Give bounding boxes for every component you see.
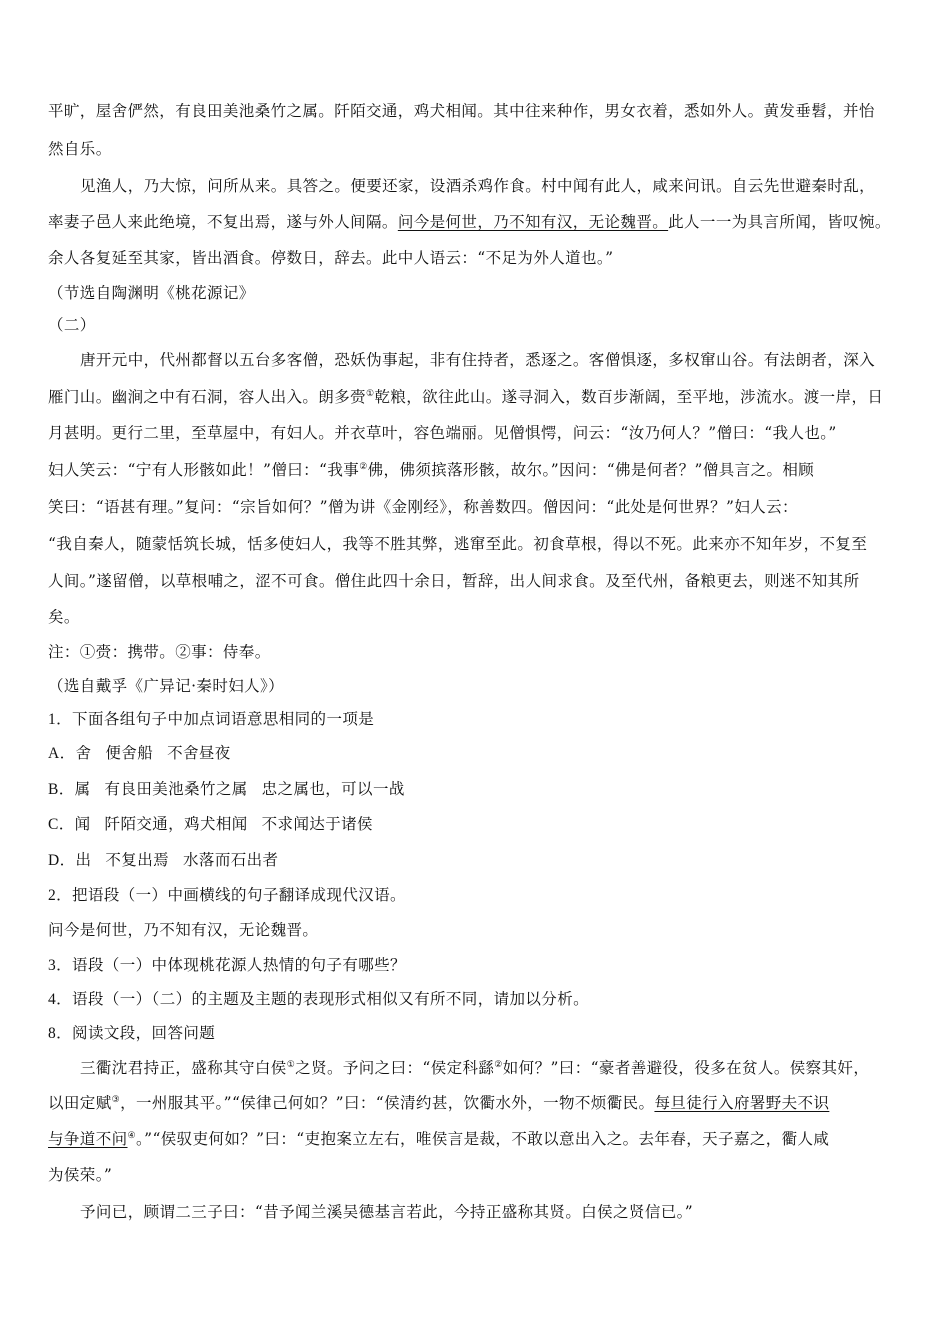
section8-text: 。”“侯驭吏何如？”曰：“吏抱案立左右，唯侯言是裁，不敢以意出入之。去年春，天子嘉之，衢人咸 bbox=[135, 1130, 830, 1148]
passage2-text: 佛，佛须摈落形骸，故尔。”因问：“佛是何者？”僧具言之。相顾 bbox=[367, 461, 815, 479]
underlined-sentence: 问今是何世，乃不知有汉，无论魏晋。 bbox=[397, 213, 669, 231]
footnote-marker: ② bbox=[494, 1059, 503, 1070]
footnote-marker: ① bbox=[286, 1059, 296, 1070]
passage2-line: 唐开元中，代州都督以五台多客僧，恐妖伪事起，非有住持者，悉逐之。客僧惧逐，多权窜山谷。有法朗者，深入 bbox=[80, 351, 876, 369]
section8-line bbox=[48, 1093, 908, 1115]
passage2-text: 妇人笑云：“宁有人形骸如此！”僧曰：“我事 bbox=[48, 461, 360, 479]
question-3: 3．语段（一）中体现桃花源人热情的句子有哪些？ bbox=[48, 957, 406, 974]
section8-line bbox=[80, 1058, 908, 1080]
passage2-line bbox=[48, 460, 908, 482]
passage1-line: 余人各复延至其家，皆出酒食。停数日，辞去。此中人语云：“不足为外人道也。” bbox=[48, 249, 614, 267]
question-1: 1．下面各组句子中加点词语意思相同的一项是 bbox=[48, 711, 375, 728]
footnote-marker: ③ bbox=[111, 1094, 121, 1105]
passage1-text: 率妻子邑人来此绝境，不复出焉，遂与外人间隔。 bbox=[48, 213, 398, 231]
footnote-marker: ① bbox=[366, 388, 375, 399]
passage2-line bbox=[48, 387, 908, 409]
option-key: A．舍 bbox=[48, 745, 92, 762]
option-d bbox=[48, 851, 908, 873]
passage2-text: 雁门山。幽涧之中有石洞，容人出入。朗多赍 bbox=[48, 388, 367, 406]
passage1-line: 见渔人，乃大惊，问所从来。具答之。便要还家，设酒杀鸡作食。村中闻有此人，咸来问讯。自云先世避秦时乱， bbox=[80, 177, 876, 195]
option-c bbox=[48, 815, 908, 837]
option-sentence: 不求闻达于诸侯 bbox=[261, 816, 373, 833]
section8-text: 三衢沈君持正，盛称其守白侯 bbox=[80, 1059, 287, 1077]
passage1-line: 然自乐。 bbox=[48, 140, 112, 158]
section8-text: 如何？”曰：“豪者善避役，役多在贫人。侯察其奸， bbox=[502, 1059, 870, 1077]
passage1-line: 平旷，屋舍俨然，有良田美池桑竹之属。阡陌交通，鸡犬相闻。其中往来种作，男女衣着，悉如外人。黄发垂髫，并怡 bbox=[48, 102, 875, 120]
passage1-source: （节选自陶渊明《桃花源记》 bbox=[48, 284, 255, 302]
option-sentence: 有良田美池桑竹之属 bbox=[104, 781, 248, 798]
underlined-sentence: 与争道不问 bbox=[48, 1130, 128, 1148]
passage2-line: 矣。 bbox=[48, 608, 80, 626]
passage2-text: 乾粮，欲往此山。遂寻洞入，数百步渐阔，至平地，涉流水。渡一岸，日 bbox=[374, 388, 884, 406]
passage2-line: 笑曰：“语甚有理。”复问：“宗旨如何？”僧为讲《金刚经》，称善数四。僧因问：“此处是何世界？”妇人云： bbox=[48, 498, 798, 516]
passage2-line: “我自秦人，随蒙恬筑长城，恬多使妇人，我等不胜其弊，逃窜至此。初食草根，得以不死。此来亦不知年岁，不复至 bbox=[48, 535, 868, 553]
option-sentence: 不复出焉 bbox=[105, 852, 170, 869]
passage1-line bbox=[48, 212, 908, 234]
option-sentence: 便舍船 bbox=[105, 745, 154, 762]
section8-line: 予问已，顾谓二三子曰：“昔予闻兰溪吴德基言若此，今持正盛称其贤。白侯之贤信已。” bbox=[80, 1203, 694, 1221]
option-b bbox=[48, 780, 908, 802]
option-key: C．闻 bbox=[48, 816, 91, 833]
option-key: B．属 bbox=[48, 781, 91, 798]
footnote-marker: ② bbox=[359, 461, 368, 472]
section8-line bbox=[48, 1129, 908, 1151]
section-8-heading: 8．阅读文段，回答问题 bbox=[48, 1025, 216, 1042]
section8-text: 以田定赋 bbox=[48, 1094, 112, 1112]
passage2-line: 月甚明。更行二里，至草屋中，有妇人。并衣草叶，容色端丽。见僧惧愕，问云：“汝乃何人？”僧曰：“我人也。” bbox=[48, 424, 837, 442]
question-2-text: 问今是何世，乃不知有汉，无论魏晋。 bbox=[48, 922, 319, 939]
question-4: 4．语段（一）（二）的主题及主题的表现形式相似又有所不同，请加以分析。 bbox=[48, 991, 590, 1008]
option-a bbox=[48, 744, 908, 766]
passage2-line: 人间。”遂留僧，以草根哺之，涩不可食。僧住此四十余日，暂辞，出人间求食。及至代州，备粮更去，则迷不知其所 bbox=[48, 572, 860, 590]
option-sentence: 忠之属也，可以一战 bbox=[261, 781, 405, 798]
passage2-heading: （二） bbox=[48, 316, 96, 334]
option-sentence: 阡陌交通，鸡犬相闻 bbox=[104, 816, 248, 833]
section8-text: 之贤。予问之曰：“侯定科繇 bbox=[295, 1059, 495, 1077]
section8-line: 为侯荣。” bbox=[48, 1166, 113, 1184]
option-key: D．出 bbox=[48, 852, 92, 869]
option-sentence: 水落而石出者 bbox=[183, 852, 279, 869]
question-2: 2．把语段（一）中画横线的句子翻译成现代汉语。 bbox=[48, 887, 406, 904]
footnote-marker: ④ bbox=[127, 1130, 136, 1141]
passage1-text: 此人一一为具言所闻，皆叹惋。 bbox=[668, 213, 891, 231]
footnote: 注：①赍：携带。②事：侍奉。 bbox=[48, 643, 271, 661]
option-sentence: 不舍昼夜 bbox=[167, 745, 231, 762]
underlined-sentence: 每旦徒行入府署野夫不识 bbox=[654, 1094, 830, 1112]
passage2-source: （选自戴孚《广异记·秦时妇人》） bbox=[48, 677, 285, 695]
section8-text: ，一州服其平。”“侯律己何如？”曰：“侯清约甚，饮衢水外，一物不烦衢民。 bbox=[120, 1094, 655, 1112]
